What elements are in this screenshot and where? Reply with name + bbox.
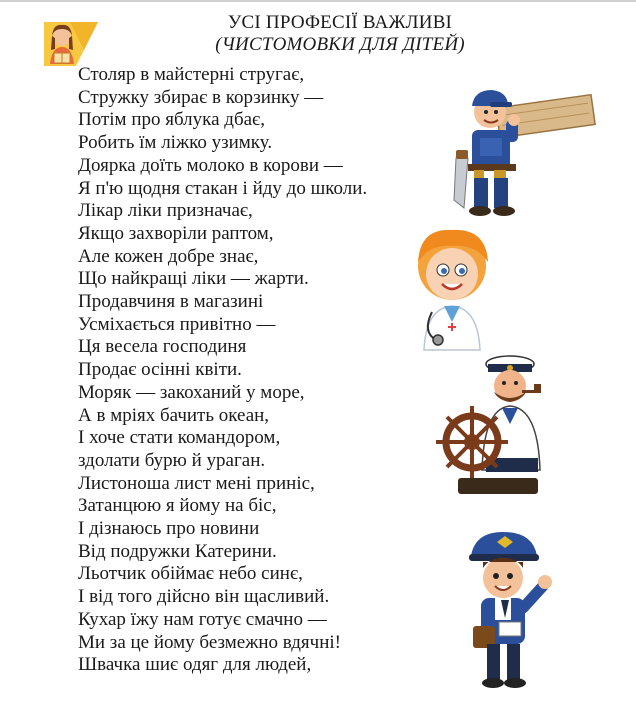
poem-line: Від подружки Катерини. (78, 540, 277, 562)
poem-line: Але кожен добре знає, (78, 245, 259, 267)
poem-line: Лікар ліки призначає, (78, 200, 253, 222)
poem-line: Льотчик обіймає небо синє, (78, 563, 303, 585)
poem-line: Що найкращі ліки — жарти. (78, 268, 309, 290)
poem-line: Ця весела господиня (78, 336, 247, 358)
poem-line: Кухар їжу нам готує смачно — (78, 608, 327, 630)
sailor-illustration (430, 350, 555, 500)
poem-line: Стружку збирає в корзинку — (78, 86, 324, 108)
poem-line: І дізнаюсь про новини (78, 518, 260, 540)
title-main: УСІ ПРОФЕСІЇ ВАЖЛИВІ (227, 12, 453, 33)
poem-line: Якщо захворіли раптом, (78, 222, 274, 244)
pilot-illustration (455, 528, 555, 693)
page-title (170, 12, 510, 56)
carpenter-illustration (450, 80, 600, 220)
poem-lines (78, 64, 367, 677)
poem-line: І хоче стати командором, (78, 427, 281, 449)
poem-line: Моряк — закоханий у море, (78, 381, 305, 403)
poem-line: Робить їм ліжко узимку. (78, 132, 273, 154)
page-top-border (0, 0, 636, 2)
poem-line: Усміхається привітно — (78, 313, 276, 335)
poem-line: Затанцюю я йому на біс, (78, 495, 277, 517)
poem-line: Столяр в майстерні стругає, (78, 64, 305, 85)
poem-line: Я п'ю щодня стакан і йду до школи. (78, 177, 368, 199)
poem-line: Швачка шиє одяг для людей, (78, 654, 312, 676)
poem-line: Продає осінні квіти. (78, 359, 242, 381)
poem-line: Потім про яблука дбає, (78, 109, 265, 131)
poem-line: Ми за це йому безмежно вдячні! (78, 631, 341, 653)
poem-line: здолати бурю й ураган. (78, 449, 266, 471)
doctor-illustration (402, 222, 502, 352)
title-subtitle: (ЧИСТОМОВКИ ДЛЯ ДІТЕЙ) (215, 34, 465, 55)
poem-line: Доярка доїть молоко в корови — (78, 154, 343, 176)
poem-line: Продавчиня в магазині (78, 291, 264, 313)
poem-line: А в мріях бачить океан, (78, 404, 270, 426)
poem-line: Листоноша лист мені приніс, (78, 472, 315, 494)
poem-line: І від того дійсно він щасливий. (78, 586, 330, 608)
